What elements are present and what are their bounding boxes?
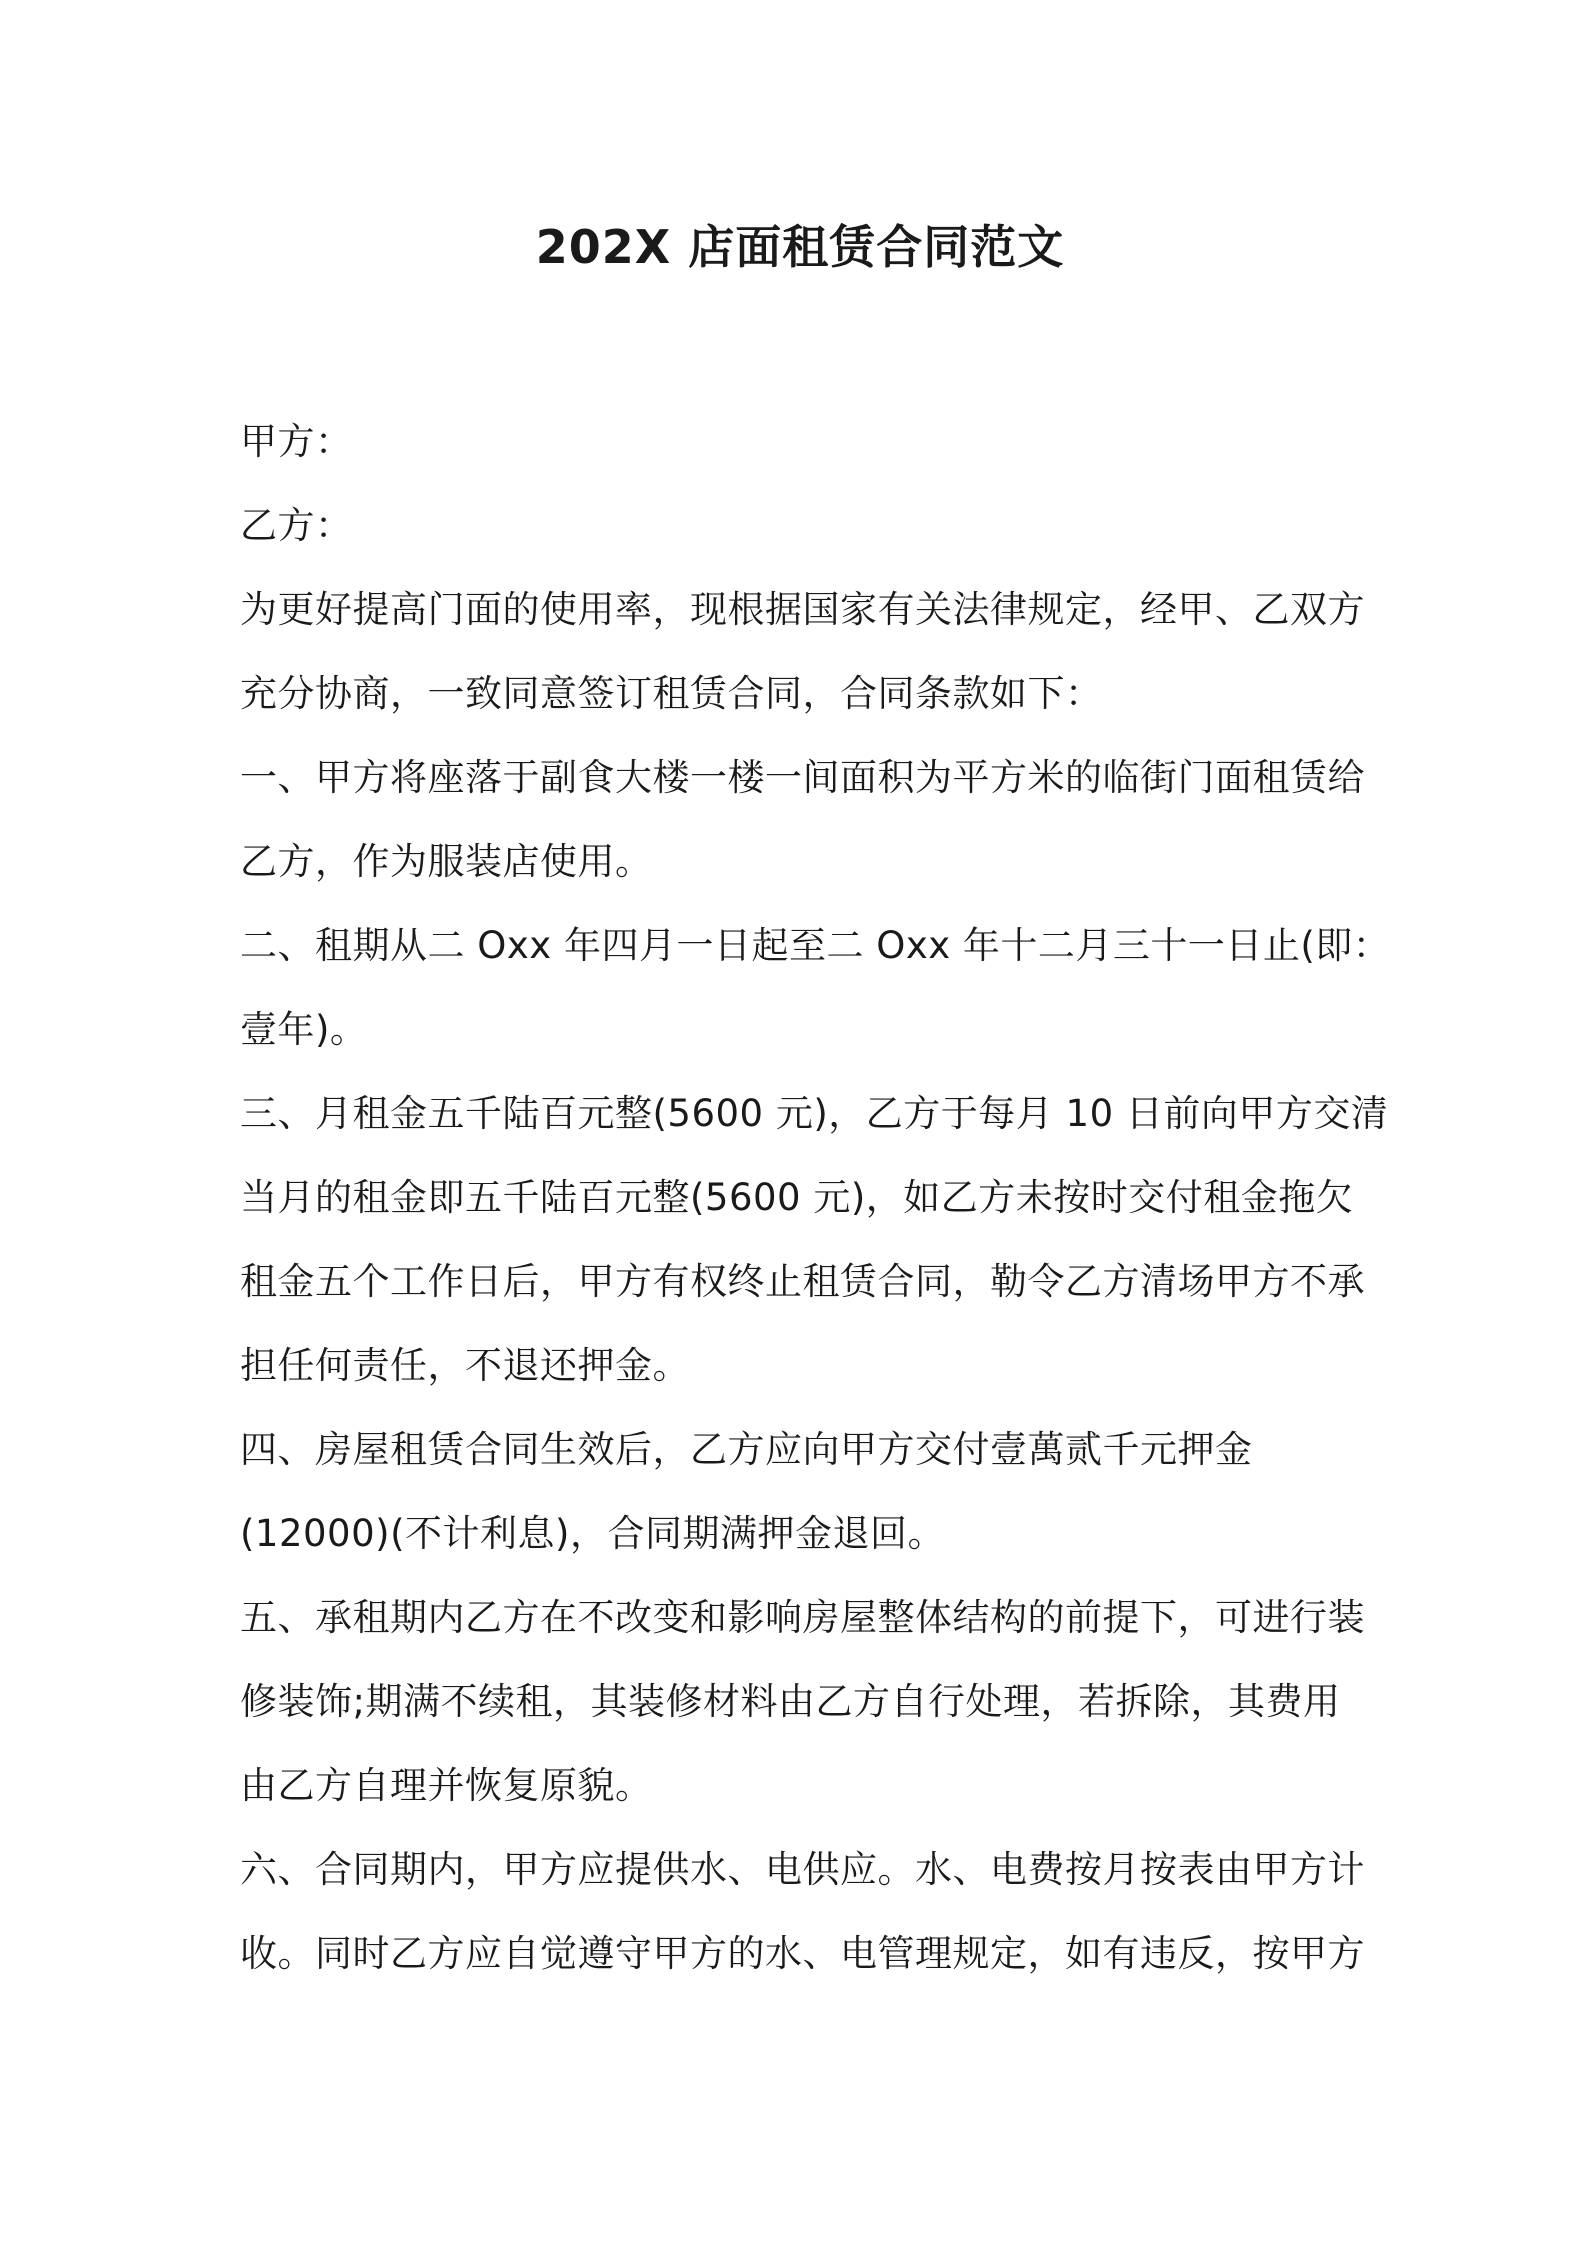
preamble-line: 为更好提高门面的使用率，现根据国家有关法律规定，经甲、乙双方 xyxy=(240,588,1365,631)
clause-3-line: 当月的租金即五千陆百元整(5600 元)，如乙方未按时交付租金拖欠 xyxy=(240,1176,1354,1219)
clause-3-line: 三、月租金五千陆百元整(5600 元)，乙方于每月 10 日前向甲方交清 xyxy=(240,1092,1389,1135)
document-title: 202X 店面租赁合同范文 xyxy=(535,220,1065,274)
clause-2-line: 二、租期从二 Oxx 年四月一日起至二 Oxx 年十二月三十一日止(即： xyxy=(240,924,1391,967)
clause-3-line: 担任何责任，不退还押金。 xyxy=(240,1344,690,1387)
party-a-line: 甲方： xyxy=(240,420,353,463)
clause-4-line: (12000)(不计利息)，合同期满押金退回。 xyxy=(240,1512,945,1555)
clause-6-line: 收。同时乙方应自觉遵守甲方的水、电管理规定，如有违反，按甲方 xyxy=(240,1932,1365,1975)
clause-5-line: 修装饰;期满不续租，其装修材料由乙方自行处理，若拆除，其费用 xyxy=(240,1680,1341,1723)
clause-4-line: 四、房屋租赁合同生效后，乙方应向甲方交付壹萬贰千元押金 xyxy=(240,1428,1253,1471)
clause-1-line: 一、甲方将座落于副食大楼一楼一间面积为平方米的临街门面租赁给 xyxy=(240,756,1365,799)
preamble-line: 充分协商，一致同意签订租赁合同，合同条款如下： xyxy=(240,672,1103,715)
party-b-line: 乙方： xyxy=(240,504,353,547)
clause-6-line: 六、合同期内，甲方应提供水、电供应。水、电费按月按表由甲方计 xyxy=(240,1848,1365,1891)
clause-5-line: 由乙方自理并恢复原貌。 xyxy=(240,1764,653,1807)
clause-5-line: 五、承租期内乙方在不改变和影响房屋整体结构的前提下，可进行装 xyxy=(240,1596,1365,1639)
clause-1-line: 乙方，作为服装店使用。 xyxy=(240,840,653,883)
clause-3-line: 租金五个工作日后，甲方有权终止租赁合同，勒令乙方清场甲方不承 xyxy=(240,1260,1365,1303)
clause-2-line: 壹年)。 xyxy=(240,1008,368,1051)
document-body xyxy=(240,400,1391,1996)
